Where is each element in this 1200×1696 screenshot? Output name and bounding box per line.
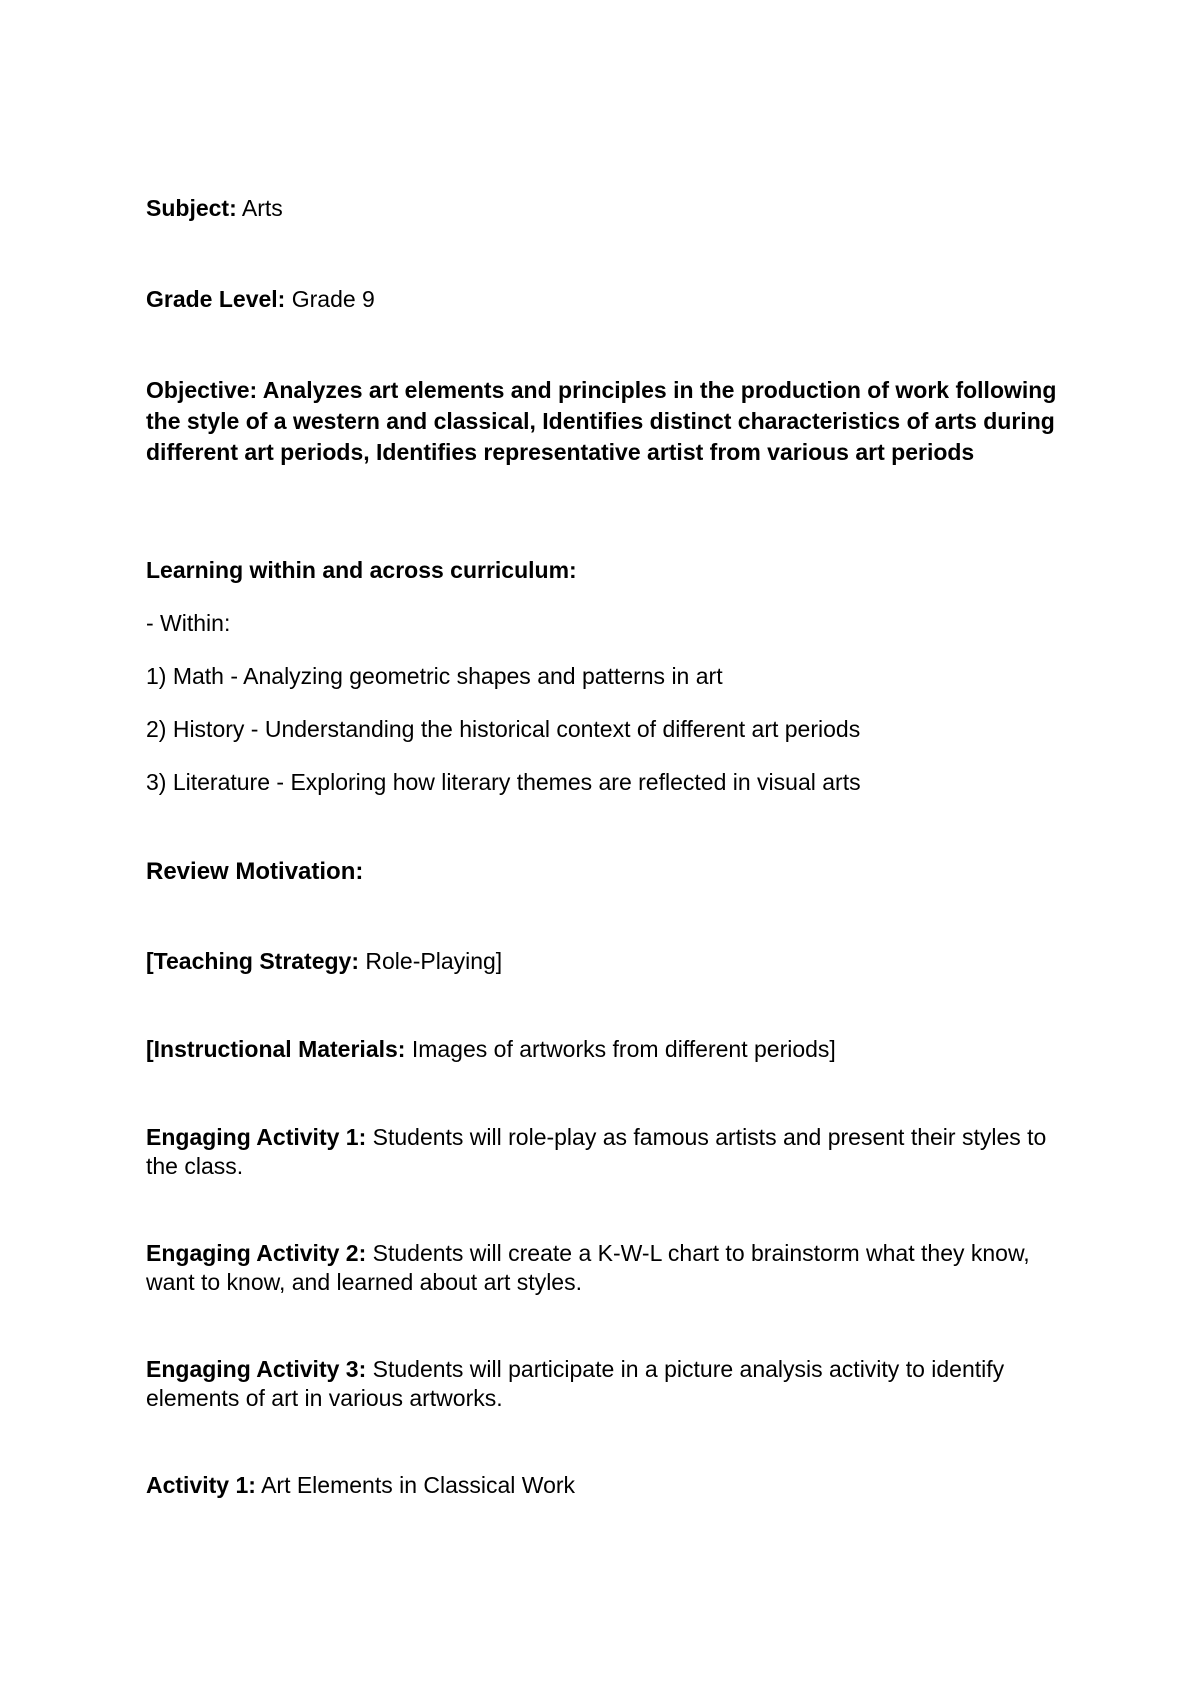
activity-1-line [146,1471,1076,1500]
instructional-materials-line [146,1035,1076,1064]
instructional-materials-bracket: [ [146,1036,154,1062]
teaching-strategy-value: Role-Playing] [365,948,503,974]
engaging-activity-1 [146,1123,1076,1181]
learning-item-literature: 3) Literature - Exploring how literary themes are reflected in visual arts [146,769,861,795]
activity-1-value: Art Elements in Classical Work [261,1472,576,1498]
activity-1-label: Activity 1: [146,1472,256,1498]
engaging-activity-3 [146,1355,1076,1413]
engaging-activity-2-label: Engaging Activity 2: [146,1240,367,1266]
subject-line [146,194,1076,223]
subject-value: Arts [241,195,283,221]
grade-level-line [146,285,1076,314]
subject-label: Subject: [146,195,237,221]
engaging-activity-1-label: Engaging Activity 1: [146,1124,367,1150]
instructional-materials-value: Images of artworks from different periods] [411,1036,836,1062]
engaging-activity-2-text: Students will create a K-W-L chart to brainstorm what they know, want to know, and learned about art styles. [146,1240,1030,1295]
learning-heading: Learning within and across curriculum: [146,557,577,583]
engaging-activity-3-label: Engaging Activity 3: [146,1356,367,1382]
grade-level-value: Grade 9 [291,286,375,312]
learning-item-math: 1) Math - Analyzing geometric shapes and patterns in art [146,663,723,689]
objective-paragraph [146,375,1076,468]
engaging-activity-1-text: Students will role-play as famous artists and present their styles to the class. [146,1124,1047,1179]
within-label: - Within: [146,610,231,636]
review-motivation-heading: Review Motivation: [146,858,364,885]
objective-value: Analyzes art elements and principles in the production of work following the style of a western and classical, Identifies distinct characteristics of arts during different art periods, Identifies representative artist from various art periods [146,377,1057,465]
objective-label: Objective: [146,377,258,403]
grade-level-label: Grade Level: [146,286,286,312]
engaging-activity-2 [146,1239,1076,1297]
teaching-strategy-label: Teaching Strategy: [153,948,360,974]
instructional-materials-label: Instructional Materials: [153,1036,406,1062]
engaging-activity-3-text: Students will participate in a picture analysis activity to identify elements of art in various artworks. [146,1356,1005,1411]
learning-item-history: 2) History - Understanding the historical context of different art periods [146,716,861,742]
teaching-strategy-bracket: [ [146,948,154,974]
teaching-strategy-line [146,947,1076,976]
